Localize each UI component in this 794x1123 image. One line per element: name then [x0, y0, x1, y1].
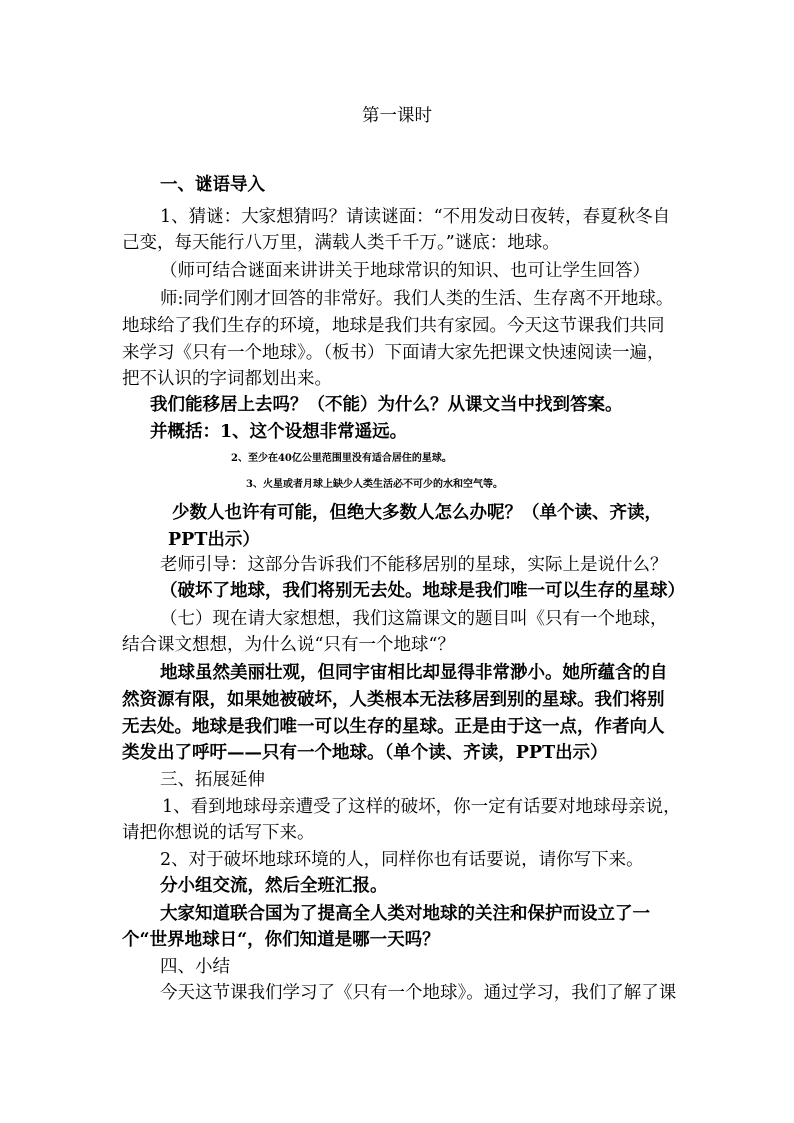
section-heading-4: 四、小结	[160, 957, 230, 977]
section-heading-3: 三、拓展延伸	[160, 770, 265, 790]
paragraph-line: 结合课文想想，为什么说“只有一个地球“？	[122, 635, 455, 655]
paragraph-line: 2、对于破坏地球环境的人，同样你也有话要说，请你写下来。	[160, 850, 644, 870]
paragraph-line: 个“世界地球日“，你们知道是哪一天吗？	[122, 930, 440, 950]
paragraph-line: 并概括：1、这个设想非常遥远。	[150, 422, 408, 442]
paragraph-line: （师可结合谜面来讲讲关于地球常识的知识、也可让学生回答）	[160, 261, 650, 281]
paragraph-line: 分小组交流，然后全班汇报。	[160, 876, 388, 896]
paragraph-line: 我们能移居上去吗？（不能）为什么？从课文当中找到答案。	[150, 395, 623, 415]
paragraph-line: 3、火星或者月球上缺少人类生活必不可少的水和空气等。	[246, 479, 503, 490]
paragraph-line: 1、看到地球母亲遭受了这样的破坏，你一定有话要对地球母亲说，	[162, 797, 681, 817]
paragraph-line: 师:同学们刚才回答的非常好。我们人类的生活、生存离不开地球。	[160, 289, 674, 309]
paragraph-line: 1、猜谜：大家想猜吗？请读谜面：“不用发动日夜转，春夏秋冬自	[160, 207, 671, 227]
paragraph-line: 大家知道联合国为了提高全人类对地球的关注和保护而设立了一	[160, 904, 650, 924]
paragraph-line: 少数人也许有可能，但绝大多数人怎么办呢？（单个读、齐读，	[172, 503, 662, 523]
paragraph-line: 类发出了呼吁——只有一个地球。（单个读、齐读，PPT出示）	[122, 743, 608, 763]
paragraph-line: 把不认识的字词都划出来。	[122, 369, 332, 389]
paragraph-line: 地球虽然美丽壮观，但同宇宙相比却显得非常渺小。她所蕴含的自	[160, 663, 668, 683]
paragraph-line: （七）现在请大家想想，我们这篇课文的题目叫《只有一个地球，	[160, 609, 668, 629]
paragraph-line: 请把你想说的话写下来。	[122, 823, 315, 843]
paragraph-line: 己变，每天能行八万里，满载人类千千万。”谜底：地球。	[122, 233, 560, 253]
paragraph-line: （破坏了地球，我们将别无去处。地球是我们唯一可以生存的星球）	[160, 581, 685, 601]
paragraph-line: PPT出示）	[168, 530, 260, 550]
paragraph-line: 2、至少在40亿公里范围里没有适合居住的星球。	[231, 453, 452, 464]
paragraph-line: 来学习《只有一个地球》。（板书）下面请大家先把课文快速阅读一遍，	[122, 343, 665, 363]
paragraph-line: 地球给了我们生存的环境，地球是我们共有家园。今天这节课我们共同	[122, 316, 665, 336]
paragraph-line: 然资源有限，如果她被破坏，人类根本无法移居到别的星球。我们将别	[122, 690, 665, 710]
paragraph-line: 老师引导：这部分告诉我们不能移居别的星球，实际上是说什么？	[160, 555, 668, 575]
page-title: 第一课时	[362, 106, 432, 126]
paragraph-line: 无去处。地球是我们唯一可以生存的星球。正是由于这一点，作者向人	[122, 717, 665, 737]
paragraph-line: 今天这节课我们学习了《只有一个地球》。通过学习，我们了解了课	[160, 983, 677, 1003]
section-heading-1: 一、谜语导入	[160, 175, 265, 195]
